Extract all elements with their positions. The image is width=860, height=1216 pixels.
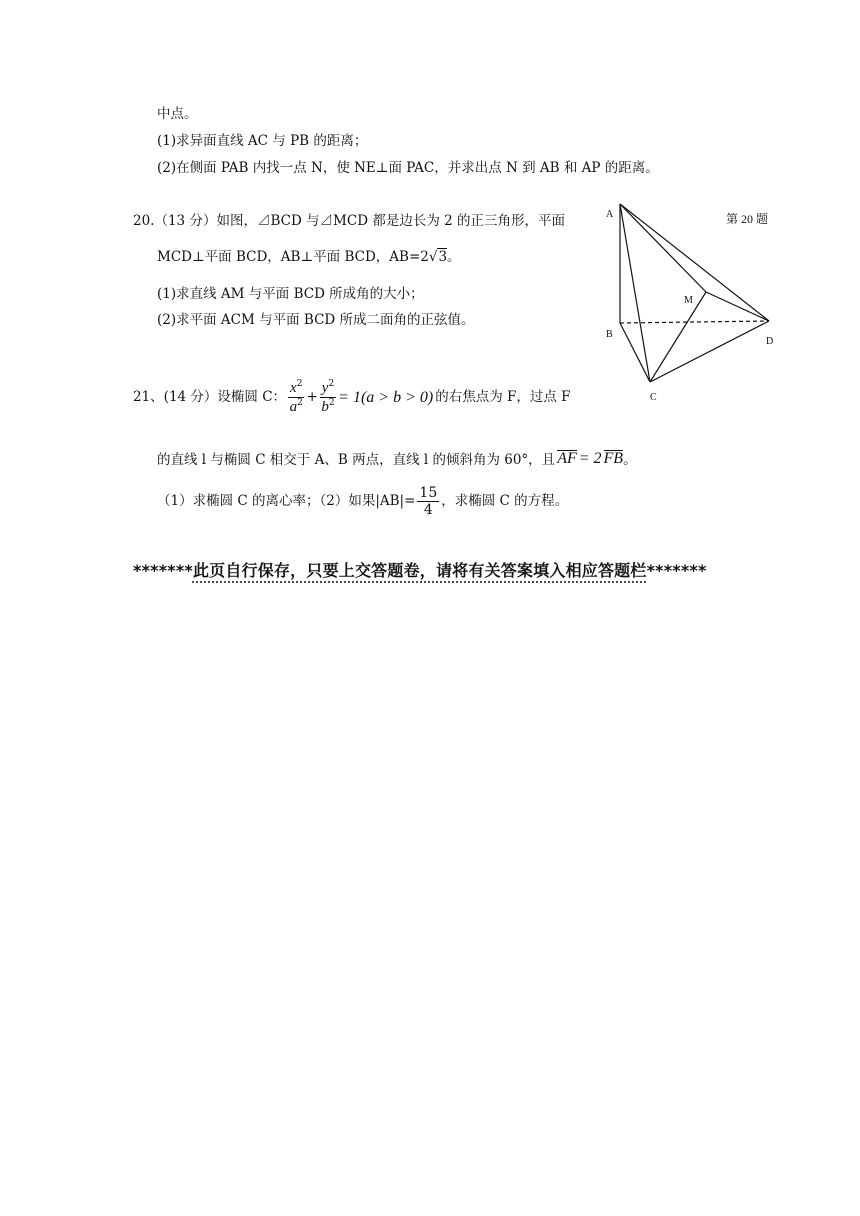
q21-statement-line1 bbox=[133, 380, 571, 415]
var-b: b bbox=[321, 399, 329, 415]
fraction-y2-over-b2 bbox=[320, 380, 336, 415]
label-a: A bbox=[606, 209, 614, 220]
var-y: y bbox=[321, 380, 329, 396]
sqrt-symbol: √ bbox=[428, 249, 438, 265]
var-x: x bbox=[290, 380, 297, 396]
fraction-15-over-4 bbox=[417, 486, 439, 517]
q20-figure bbox=[596, 200, 796, 400]
label-b: B bbox=[606, 329, 613, 340]
label-d: D bbox=[766, 336, 774, 347]
footer-note bbox=[133, 558, 707, 581]
footer-stars-right: ******* bbox=[646, 561, 707, 580]
figure-caption: 第 20 题 bbox=[726, 212, 769, 226]
exp-y: 2 bbox=[328, 379, 335, 389]
edge-cm bbox=[650, 292, 706, 382]
exp-x: 2 bbox=[296, 379, 303, 389]
edge-bd-dashed bbox=[620, 321, 769, 323]
q19-part2: (2)在侧面 PAB 内找一点 N，使 NE⊥面 PAC，并求出点 N 到 AB 和 AP 的距离。 bbox=[157, 160, 659, 176]
q21-line2-text: 的直线 l 与椭圆 C 相交于 A、B 两点，直线 l 的倾斜角为 60°，且 bbox=[157, 451, 556, 468]
q20-part2: (2)求平面 ACM 与平面 BCD 所成二面角的正弦值。 bbox=[157, 312, 475, 328]
q20-line2-end: 。 bbox=[447, 249, 461, 265]
q20-sqrt-value: 3 bbox=[438, 249, 448, 265]
equation-rhs: = 1(a > b > 0) bbox=[338, 388, 434, 406]
exp-b: 2 bbox=[328, 398, 335, 408]
fraction-numerator: 15 bbox=[419, 485, 438, 501]
vector-equals: = 2 bbox=[578, 450, 602, 467]
q21-statement-line2 bbox=[157, 450, 637, 467]
var-a: a bbox=[289, 399, 298, 415]
exp-a: 2 bbox=[297, 398, 303, 408]
q20-statement-line2 bbox=[157, 251, 461, 265]
q19-part1: (1)求异面直线 AC 与 PB 的距离； bbox=[157, 133, 368, 149]
q20-line2-text: MCD⊥平面 BCD，AB⊥平面 BCD，AB=2 bbox=[157, 249, 429, 265]
edge-cd bbox=[650, 321, 769, 382]
q21-parts-end: ，求椭圆 C 的方程。 bbox=[441, 492, 569, 509]
label-c: C bbox=[650, 392, 657, 400]
q20-statement-line1: 20.（13 分）如图，⊿BCD 与⊿MCD 都是边长为 2 的正三角形，平面 bbox=[133, 213, 565, 229]
footer-stars-left: ******* bbox=[133, 561, 193, 580]
fraction-x2-over-a2 bbox=[288, 380, 304, 415]
q21-line2-end: 。 bbox=[623, 451, 637, 468]
fraction-denominator: 4 bbox=[423, 502, 433, 518]
q19-line-midpoint: 中点。 bbox=[157, 106, 198, 122]
vector-af: AF bbox=[557, 450, 577, 467]
label-m: M bbox=[684, 295, 693, 306]
vector-fb: FB bbox=[603, 450, 624, 467]
q21-intro: 21、(14 分）设椭圆 C： bbox=[133, 388, 287, 405]
q21-parts-text: （1）求椭圆 C 的离心率；（2）如果|AB|= bbox=[157, 492, 416, 509]
q20-part1: (1)求直线 AM 与平面 BCD 所成角的大小； bbox=[157, 286, 424, 302]
q21-questions bbox=[157, 486, 568, 517]
q21-line1-end: 的右焦点为 F，过点 F bbox=[435, 388, 571, 405]
plus-sign: + bbox=[306, 388, 318, 405]
footer-text: 此页自行保存，只要上交答题卷，请将有关答案填入相应答题栏 bbox=[192, 561, 647, 580]
